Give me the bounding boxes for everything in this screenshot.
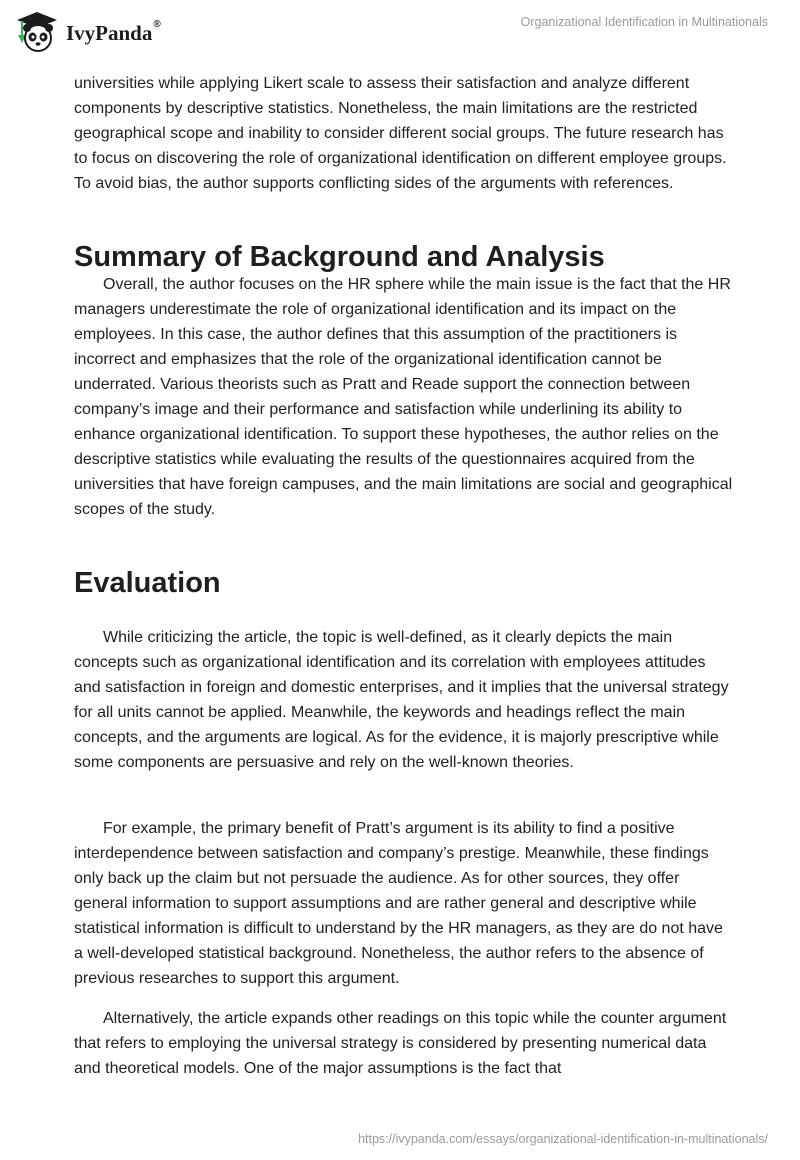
registered-mark: ®: [153, 18, 161, 30]
paragraph-evaluation-1: While criticizing the article, the topic is well-defined, as it clearly depicts the main concepts such as organizational identification and its correlation with employees attitudes and satisfaction in foreign and domestic enterprises, and it implies that the universal strategy for all units cannot be applied. Meanwhile, the keywords and headings reflect the main concepts, and the arguments are logical. As for the evidence, it is majorly prescriptive while some components are persuasive and rely on the well-known theories.: [74, 629, 729, 771]
document-title: Organizational Identification in Multinationals: [520, 15, 768, 29]
heading-evaluation: Evaluation: [74, 567, 221, 599]
paragraph-evaluation-2: For example, the primary benefit of Pratt’s argument is its ability to find a positive interdependence between satisfaction and company’s prestige. Meanwhile, these findings only back up the claim but not persuade the audience. As for other sources, they offer general information to support assumptions and are rather general and descriptive while statistical information is difficult to understand by the HR managers, as they are do not have a well-developed statistical background. Nonetheless, the author refers to the absence of previous researches to support this argument.: [74, 820, 723, 987]
source-url[interactable]: https://ivypanda.com/essays/organizational-identification-in-multinationals/: [358, 1132, 768, 1146]
paragraph-intro: universities while applying Likert scale to assess their satisfaction and analyze different components by descriptive statistics. Nonetheless, the main limitations are the restricted geographical scope and inability to consider different social groups. The future research has to focus on discovering the role of organizational identification on different employee groups. To avoid bias, the author supports conflicting sides of the arguments with references.: [74, 75, 727, 192]
brand-name-text: IvyPanda: [66, 20, 153, 45]
paragraph-summary: Overall, the author focuses on the HR sphere while the main issue is the fact that the HR managers underestimate the role of organizational identification and its impact on the employees. In this case, the author defines that this assumption of the practitioners is incorrect and emphasizes that the role of the organizational identification cannot be underrated. Various theorists such as Pratt and Reade support the connection between company’s image and their performance and satisfaction while underlining its ability to enhance organizational identification. To support these hypotheses, the author relies on the descriptive statistics while evaluating the results of the questionnaires acquired from the universities that have foreign campuses, and the main limitations are social and geographical scopes of the study.: [74, 276, 733, 518]
panda-graduate-icon: [14, 9, 60, 55]
paragraph-evaluation-3: Alternatively, the article expands other readings on this topic while the counter argument that refers to employing the universal strategy is considered by presenting numerical data and theoretical models. One of the major assumptions is the fact that: [74, 1010, 727, 1077]
heading-summary: Summary of Background and Analysis: [74, 241, 605, 273]
page-header: [0, 0, 800, 64]
ivypanda-logo[interactable]: [14, 8, 161, 56]
brand-name: [66, 18, 161, 46]
